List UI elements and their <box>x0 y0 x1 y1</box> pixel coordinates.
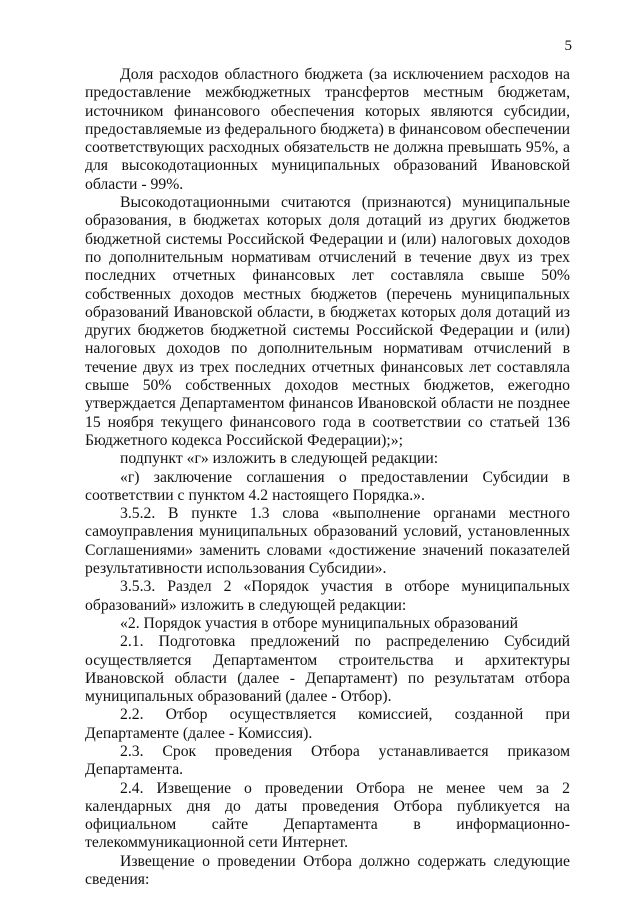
section-2-heading: «2. Порядок участия в отборе муниципальных образований <box>120 614 519 632</box>
paragraph-2-4: 2.4. Извещение о проведении Отбора не менее чем за 2 календарных дня до даты проведения Отбора публикуется на официальном сайте Департамента в информационно-телекоммуникационной сети Интернет. <box>85 779 570 852</box>
paragraph-3-5-3: 3.5.3. Раздел 2 «Порядок участия в отборе муниципальных образований» изложить в следующей редакции: <box>85 578 570 614</box>
paragraph-subclause-g-text: «г) заключение соглашения о предоставлении Субсидии в соответствии с пунктом 4.2 настоящего Порядка.». <box>85 468 570 504</box>
paragraph-3-5-2: 3.5.2. В пункте 1.3 слова «выполнение органами местного самоуправления муниципальных образований условий, установленных Соглашениями» заменить словами «достижение значений показателей результативности использования Субсидии». <box>85 505 570 578</box>
paragraph-2-1: 2.1. Подготовка предложений по распределению Субсидий осуществляется Департаментом строительства и архитектуры Ивановской области (далее - Департамент) по результатам отбора муниципальных образований (далее - Отбор). <box>85 633 570 706</box>
paragraph-high-subsidy-definition: Высокодотационными считаются (признаются) муниципальные образования, в бюджетах которых доля дотаций из других бюджетов бюджетной системы Российской Федерации и (или) налоговых доходов по дополнительным нормативам отчислений в течение двух из трех последних отчетных финансовых лет составляла свыше 50% собственных доходов местных бюджетов (перечень муниципальных образований Ивановской области, в бюджетах которых доля дотаций из других бюджетов бюджетной системы Российской Федерации и (или) налоговых доходов по дополнительным нормативам отчислений в течение двух из трех последних отчетных финансовых лет составляла свыше 50% собственных доходов местных бюджетов, ежегодно утверждается Департаментом финансов Ивановской области не позднее 15 ноября текущего финансового года в соответствии со статьей 136 Бюджетного кодекса Российской Федерации);»; <box>85 194 570 449</box>
paragraph-expense-share: Доля расходов областного бюджета (за исключением расходов на предоставление межбюджетных трансфертов местным бюджетам, источником финансового обеспечения которых являются субсидии, предоставляемые из федерального бюджета) в финансовом обеспечении соответствующих расходных обязательств не должна превышать 95%, а для высокодотационных муниципальных образований Ивановской области - 99%. <box>85 66 570 193</box>
paragraph-2-3: 2.3. Срок проведения Отбора устанавливается приказом Департамента. <box>85 742 570 779</box>
paragraph-2-2: 2.2. Отбор осуществляется комиссией, созданной при Департаменте (далее - Комиссия). <box>85 706 570 742</box>
document-body <box>85 66 570 889</box>
page-number: 5 <box>564 38 572 54</box>
paragraph-subclause-g-intro: подпункт «г» изложить в следующей редакции: <box>120 450 439 468</box>
paragraph-notice-contents: Извещение о проведении Отбора должно содержать следующие сведения: <box>85 852 570 889</box>
